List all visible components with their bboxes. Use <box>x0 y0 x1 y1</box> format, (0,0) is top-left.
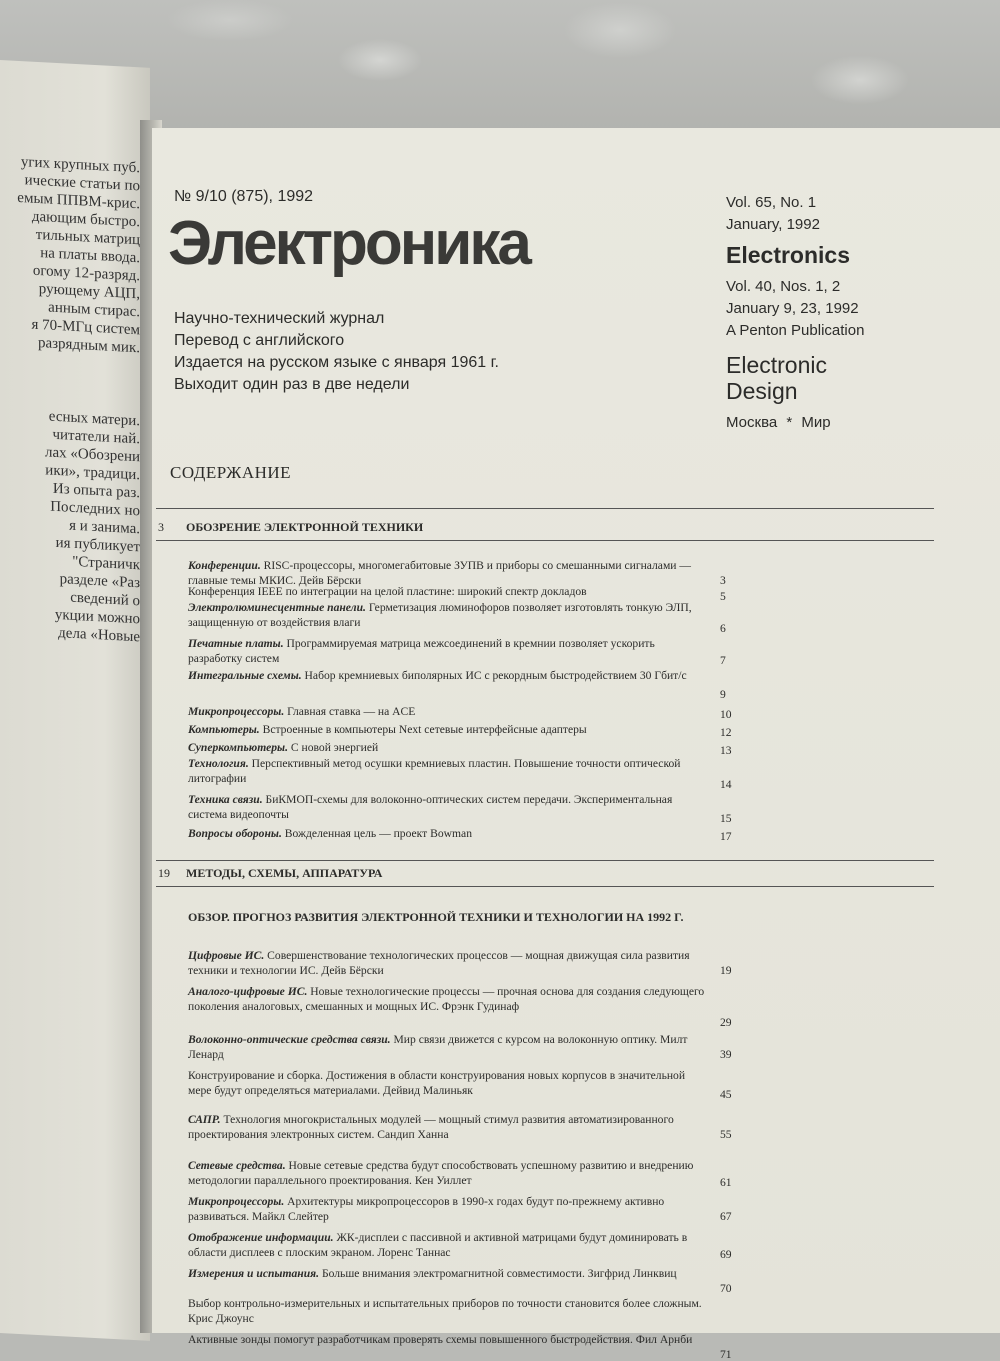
left-facing-page <box>0 60 150 1341</box>
source-magazine-electronic-design-2: Design <box>726 378 798 404</box>
toc-page-number: 5 <box>720 590 726 603</box>
toc-entry <box>188 1332 708 1347</box>
section-page: 19 <box>158 866 170 880</box>
left-page-line: угих крупных пуб. <box>20 154 140 177</box>
source-magazine-electronic-design-1: Electronic <box>726 352 827 378</box>
toc-entry-text: RISC-процессоры, многомегабитовые ЗУПВ и приборы со смешанными сигналами — главные темы МКИС. Дейв Бёрски <box>188 559 691 587</box>
toc-page-number: 19 <box>720 964 732 977</box>
toc-entry <box>188 1266 708 1281</box>
left-page-line: на платы ввода. <box>40 245 140 267</box>
divider <box>156 886 934 887</box>
toc-entry-text: Больше внимания электромагнитной совместимости. Зигфрид Линквиц <box>319 1267 677 1280</box>
toc-entry <box>188 826 708 841</box>
toc-page-number: 6 <box>720 622 726 635</box>
left-page-line: я 70-МГц систем <box>31 316 140 339</box>
toc-entry-category: Сетевые средства. <box>188 1159 286 1172</box>
toc-page-number: 17 <box>720 830 732 843</box>
subtitle-line: Перевод с английского <box>174 332 345 349</box>
subtitle-line: Выходит один раз в две недели <box>174 376 410 393</box>
toc-entry-text: Новые сетевые средства будут способствовать успешному развитию и внедрению методологии параллельного проектирования. Кен Уиллет <box>188 1159 694 1187</box>
toc-entry-category: Вопросы обороны. <box>188 827 282 840</box>
toc-page-number: 45 <box>720 1088 732 1101</box>
left-page-line: Из опыта раз. <box>52 480 140 502</box>
toc-entry-category: Печатные платы. <box>188 637 284 650</box>
toc-page-number: 14 <box>720 778 732 791</box>
left-page-line: рующему АЦП, <box>38 281 140 303</box>
toc-entry-text: Программируемая матрица межсоединений в кремнии позволяет ускорить разработку систем <box>188 637 655 665</box>
divider <box>156 860 934 861</box>
toc-entry-category: Конференции. <box>188 559 261 572</box>
left-page-line: я и занима. <box>69 517 140 538</box>
toc-entry <box>188 756 708 786</box>
toc-entry <box>188 984 708 1014</box>
source-magazine-electronics: Electronics <box>726 242 850 268</box>
toc-entry-category: Аналого-цифровые ИС. <box>188 985 308 998</box>
toc-entry-category: Микропроцессоры. <box>188 705 285 718</box>
toc-entry <box>188 722 708 737</box>
toc-entry-category: Технология. <box>188 757 249 770</box>
toc-entry-text: Новые технологические процессы — прочная основа для создания следующего поколения аналоговых, смешанных и мощных ИС. Фрэнк Гудинаф <box>188 985 705 1013</box>
toc-entry-category: Электролюминесцентные панели. <box>188 601 366 614</box>
toc-entry-text: Технология многокристальных модулей — мощный стимул развития автоматизированного проектирования электронных систем. Сандип Ханна <box>188 1113 674 1141</box>
toc-entry-category: Волоконно-оптические средства связи. <box>188 1033 391 1046</box>
left-page-line: дающим быстро. <box>31 208 140 231</box>
left-page-line: емым ППВМ-крис. <box>17 189 140 213</box>
toc-page-number: 12 <box>720 726 732 739</box>
toc-entry <box>188 1068 708 1098</box>
left-page-line: сведений о <box>70 589 140 610</box>
toc-entry-text: Герметизация люминофоров позволяет изготовлять тонкую ЭЛП, защищенную от воздействия влаги <box>188 601 692 629</box>
section-title: ОБОЗРЕНИЕ ЭЛЕКТРОННОЙ ТЕХНИКИ <box>186 520 424 534</box>
left-page-line: есных матери. <box>48 408 140 430</box>
toc-entry-text: Активные зонды помогут разработчикам проверять схемы повышенного быстродействия. Фил Арнби <box>188 1333 693 1346</box>
toc-entry <box>188 1194 708 1224</box>
review-title: ОБЗОР. ПРОГНОЗ РАЗВИТИЯ ЭЛЕКТРОННОЙ ТЕХНИКИ И ТЕХНОЛОГИИ НА 1992 Г. <box>188 910 684 924</box>
toc-entry <box>188 792 708 822</box>
toc-page-number: 61 <box>720 1176 732 1189</box>
toc-entry-text: БиКМОП-схемы для волоконно-оптических систем передачи. Экспериментальная система видеопочты <box>188 793 673 821</box>
toc-page-number: 9 <box>720 688 726 701</box>
subtitle-line: Издается на русском языке с января 1961 г. <box>174 354 499 371</box>
toc-page-number: 67 <box>720 1210 732 1223</box>
section-heading <box>158 520 423 535</box>
toc-entry-text: Совершенствование технологических процессов — мощная движущая сила развития техники и технологии ИС. Дейв Бёрски <box>188 949 690 977</box>
publisher-imprint <box>726 414 831 431</box>
left-page-line: дела «Новые <box>58 625 140 646</box>
toc-entry <box>188 584 708 599</box>
toc-entry-category: Отображение информации. <box>188 1231 334 1244</box>
second-volume: Vol. 40, Nos. 1, 2 <box>726 278 841 295</box>
left-page-line: огому 12-разряд. <box>32 262 140 285</box>
toc-page-number: 3 <box>720 574 726 587</box>
left-page-line: ики», традици. <box>45 462 140 484</box>
toc-entry <box>188 668 708 683</box>
contents-heading: СОДЕРЖАНИЕ <box>170 463 292 482</box>
section-page: 3 <box>158 520 164 534</box>
toc-entry <box>188 948 708 978</box>
toc-entry <box>188 704 708 719</box>
left-page-text-top <box>0 152 140 357</box>
publisher: A Penton Publication <box>726 322 865 339</box>
toc-page-number: 55 <box>720 1128 732 1141</box>
subtitle-line: Научно-технический журнал <box>174 310 385 327</box>
toc-entry-category: Компьютеры. <box>188 723 260 736</box>
toc-entry <box>188 1112 708 1142</box>
toc-entry-category: САПР. <box>188 1113 221 1126</box>
toc-entry-text: Архитектуры микропроцессоров в 1990-х годах будут по-прежнему активно развиваться. Майкл Слейтер <box>188 1195 665 1223</box>
left-page-line: укции можно <box>54 606 140 628</box>
magazine-title: Электроника <box>168 209 529 278</box>
toc-page-number: 69 <box>720 1248 732 1261</box>
toc-page-number: 71 <box>720 1348 732 1361</box>
left-page-text-bottom <box>0 405 140 646</box>
toc-entry-category: Суперкомпьютеры. <box>188 741 288 754</box>
toc-entry-category: Техника связи. <box>188 793 263 806</box>
toc-entry <box>188 1158 708 1188</box>
toc-entry <box>188 1032 708 1062</box>
toc-entry-text: Главная ставка — на ACE <box>284 705 416 718</box>
left-page-line: читатели най. <box>52 426 140 448</box>
left-page-line: ические статьи по <box>24 172 140 195</box>
toc-page-number: 10 <box>720 708 732 721</box>
toc-entry-text: Встроенные в компьютеры Next сетевые интерфейсные адаптеры <box>259 723 587 736</box>
toc-page-number: 70 <box>720 1282 732 1295</box>
left-page-line: Последних но <box>50 498 140 520</box>
toc-entry-text: С новой энергией <box>287 741 379 754</box>
toc-entry <box>188 636 708 666</box>
toc-entry-text: Перспективный метод осушки кремниевых пластин. Повышение точности оптической литографии <box>188 757 681 785</box>
divider <box>156 508 934 509</box>
toc-page-number: 13 <box>720 744 732 757</box>
toc-page-number: 15 <box>720 812 732 825</box>
section-heading <box>158 866 382 881</box>
toc-entry-category: Микропроцессоры. <box>188 1195 285 1208</box>
left-page-line: разделе «Раз <box>59 571 140 592</box>
section-title: МЕТОДЫ, СХЕМЫ, АППАРАТУРА <box>186 866 383 880</box>
toc-page-number: 29 <box>720 1016 732 1029</box>
toc-entry <box>188 1296 708 1326</box>
toc-entry <box>188 1230 708 1260</box>
left-page-line: анным стирас. <box>48 299 140 321</box>
magazine-page <box>152 128 1000 1361</box>
toc-entry-text: Мир связи движется с курсом на волоконную оптику. Милт Ленард <box>188 1033 688 1061</box>
issue-number: № 9/10 (875), 1992 <box>174 188 314 205</box>
second-date: January 9, 23, 1992 <box>726 300 859 317</box>
toc-entry-text: Вожделенная цель — проект Bowman <box>281 827 472 840</box>
left-page-line: разрядным мик. <box>37 334 140 357</box>
toc-entry-category: Измерения и испытания. <box>188 1267 320 1280</box>
toc-page-number: 39 <box>720 1048 732 1061</box>
original-volume: Vol. 65, No. 1 <box>726 194 817 211</box>
toc-entry-text: ЖК-дисплеи с пассивной и активной матрицами будут доминировать в области дисплеев с плоским экраном. Лоренс Таннас <box>188 1231 688 1259</box>
toc-entry <box>188 600 708 630</box>
toc-entry-text: Конференция IEEE по интеграции на целой пластине: широкий спектр докладов <box>188 585 587 598</box>
toc-entry-text: Выбор контрольно-измерительных и испытательных приборов по точности становится более сложным. Крис Джоунс <box>188 1297 702 1325</box>
publisher-name: Мир <box>801 414 831 431</box>
left-page-line: тильных матриц <box>35 226 140 249</box>
toc-entry <box>188 740 708 755</box>
toc-entry-text: Набор кремниевых биполярных ИС с рекордным быстродействием 30 Гбит/с <box>301 669 687 682</box>
star-icon: * <box>786 414 793 431</box>
toc-entry-category: Цифровые ИС. <box>188 949 265 962</box>
left-page-line: ия публикует <box>55 534 140 556</box>
toc-entry-text: Конструирование и сборка. Достижения в области конструирования новых корпусов в значительной мере будут определяться материалами. Дейвид Малиньяк <box>188 1069 686 1097</box>
left-page-line: лах «Обозрени <box>45 444 140 466</box>
divider <box>156 540 934 541</box>
left-page-line: "Страничк <box>72 553 140 574</box>
publisher-city: Москва <box>726 414 778 431</box>
toc-entry-category: Интегральные схемы. <box>188 669 302 682</box>
original-date: January, 1992 <box>726 216 820 233</box>
toc-page-number: 7 <box>720 654 726 667</box>
